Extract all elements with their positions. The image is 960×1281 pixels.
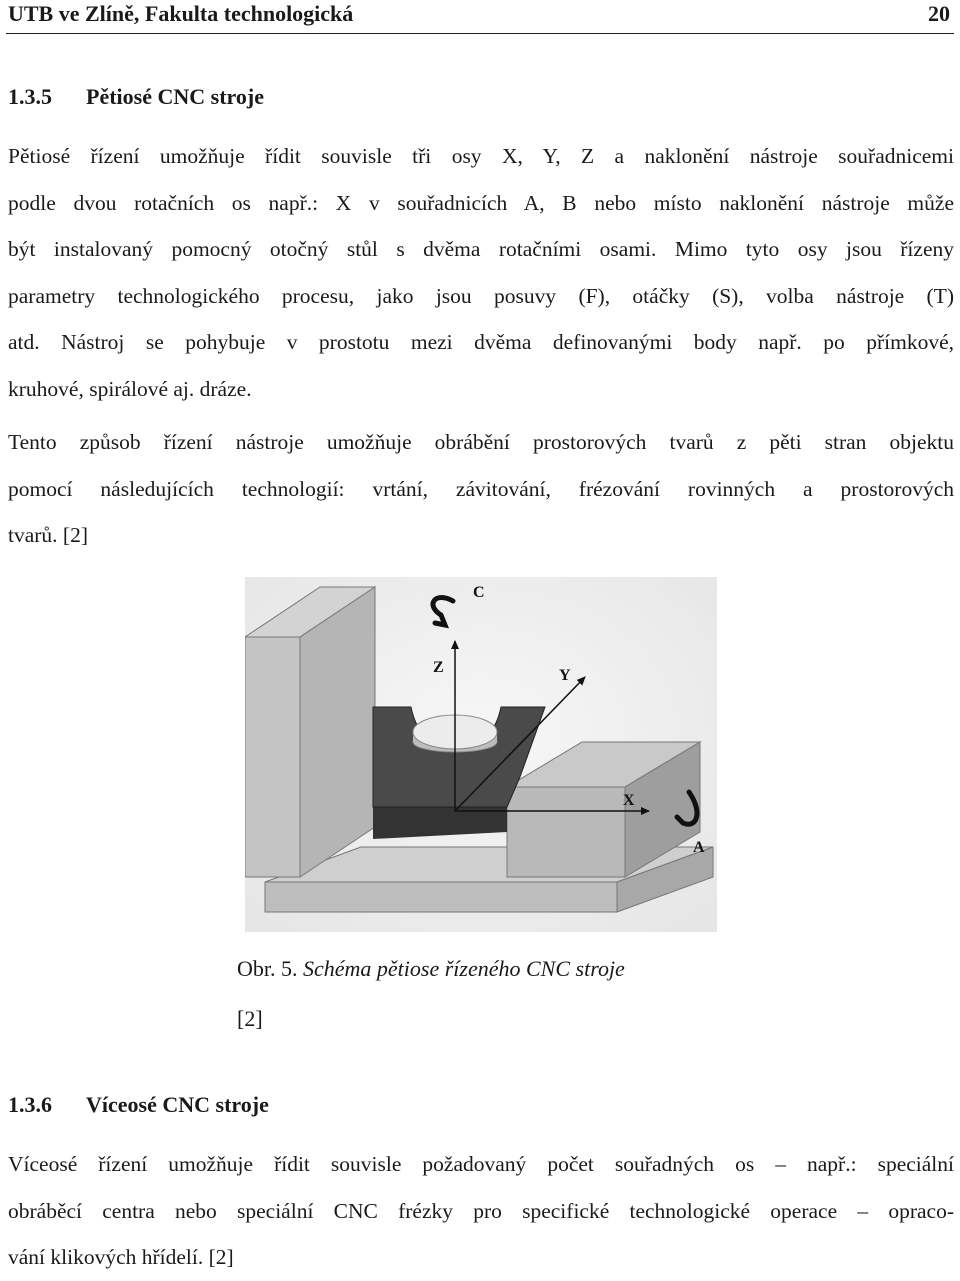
- text-line: podle dvou rotačních os např.: X v souřadnicích A, B nebo místo naklonění nástroje může: [8, 190, 954, 215]
- text-line: atd. Nástroj se pohybuje v prostotu mezi dvěma definovanými body např. po přímkové,: [8, 330, 954, 354]
- caption-prefix: Obr. 5.: [237, 956, 298, 981]
- left-block-side: [300, 587, 375, 877]
- text-line: být instalovaný pomocný otočný stůl s dvěma rotačními osami. Mimo tyto osy jsou řízeny: [8, 237, 954, 261]
- left-block-front: [245, 637, 300, 877]
- text-line: Tento způsob řízení nástroje umožňuje obrábění prostorových tvarů z pěti stran objektu: [8, 430, 954, 454]
- page-number: 20: [928, 1, 950, 26]
- paragraph-machining: [8, 419, 954, 559]
- text-line: kruhové, spirálové aj. dráze.: [8, 376, 252, 401]
- figure-caption: [237, 956, 625, 982]
- axis-label-y: Y: [559, 667, 571, 684]
- section-heading-1-3-6: [8, 1092, 269, 1118]
- axis-label-c: C: [473, 584, 485, 601]
- paragraph-multi-axis: [8, 1141, 954, 1281]
- section-title: Pětiosé CNC stroje: [86, 84, 264, 109]
- base-plate-front: [265, 882, 617, 912]
- axis-label-x: X: [623, 792, 635, 809]
- text-line: tvarů. [2]: [8, 523, 88, 547]
- section-heading-1-3-5: [8, 84, 264, 110]
- axis-label-a: A: [693, 839, 705, 856]
- text-line: Pětiosé řízení umožňuje řídit souvisle tři osy X, Y, Z a naklonění nástroje souřadnicemi: [8, 144, 954, 168]
- page-header: [6, 0, 954, 34]
- text-line: Víceosé řízení umožňuje řídit souvisle požadovaný počet souřadných os – např.: speciální: [8, 1152, 954, 1176]
- caption-title: Schéma pětiose řízeného CNC stroje: [303, 956, 625, 981]
- text-line: pomocí následujících technologií: vrtání, závitování, frézování rovinných a prostorových: [8, 476, 954, 501]
- text-line: obráběcí centra nebo speciální CNC frézky pro specifické technologické operace – opraco-: [8, 1198, 954, 1223]
- figure-five-axis-cnc: [245, 577, 717, 932]
- section-title: Víceosé CNC stroje: [86, 1092, 269, 1117]
- text-line: vání klikových hřídelí. [2]: [8, 1245, 234, 1269]
- section-number: 1.3.5: [8, 84, 52, 109]
- caption-reference: [2]: [237, 1006, 263, 1031]
- paragraph-five-axis: [8, 133, 954, 412]
- text-line: parametry technologického procesu, jako jsou posuvy (F), otáčky (S), volba nástroje (T): [8, 283, 954, 308]
- right-block-front: [507, 787, 625, 877]
- section-number: 1.3.6: [8, 1092, 52, 1117]
- header-title: UTB ve Zlíně, Fakulta technologická: [8, 1, 354, 26]
- axis-label-z: Z: [433, 659, 444, 676]
- cnc-schema-illustration: [245, 577, 717, 932]
